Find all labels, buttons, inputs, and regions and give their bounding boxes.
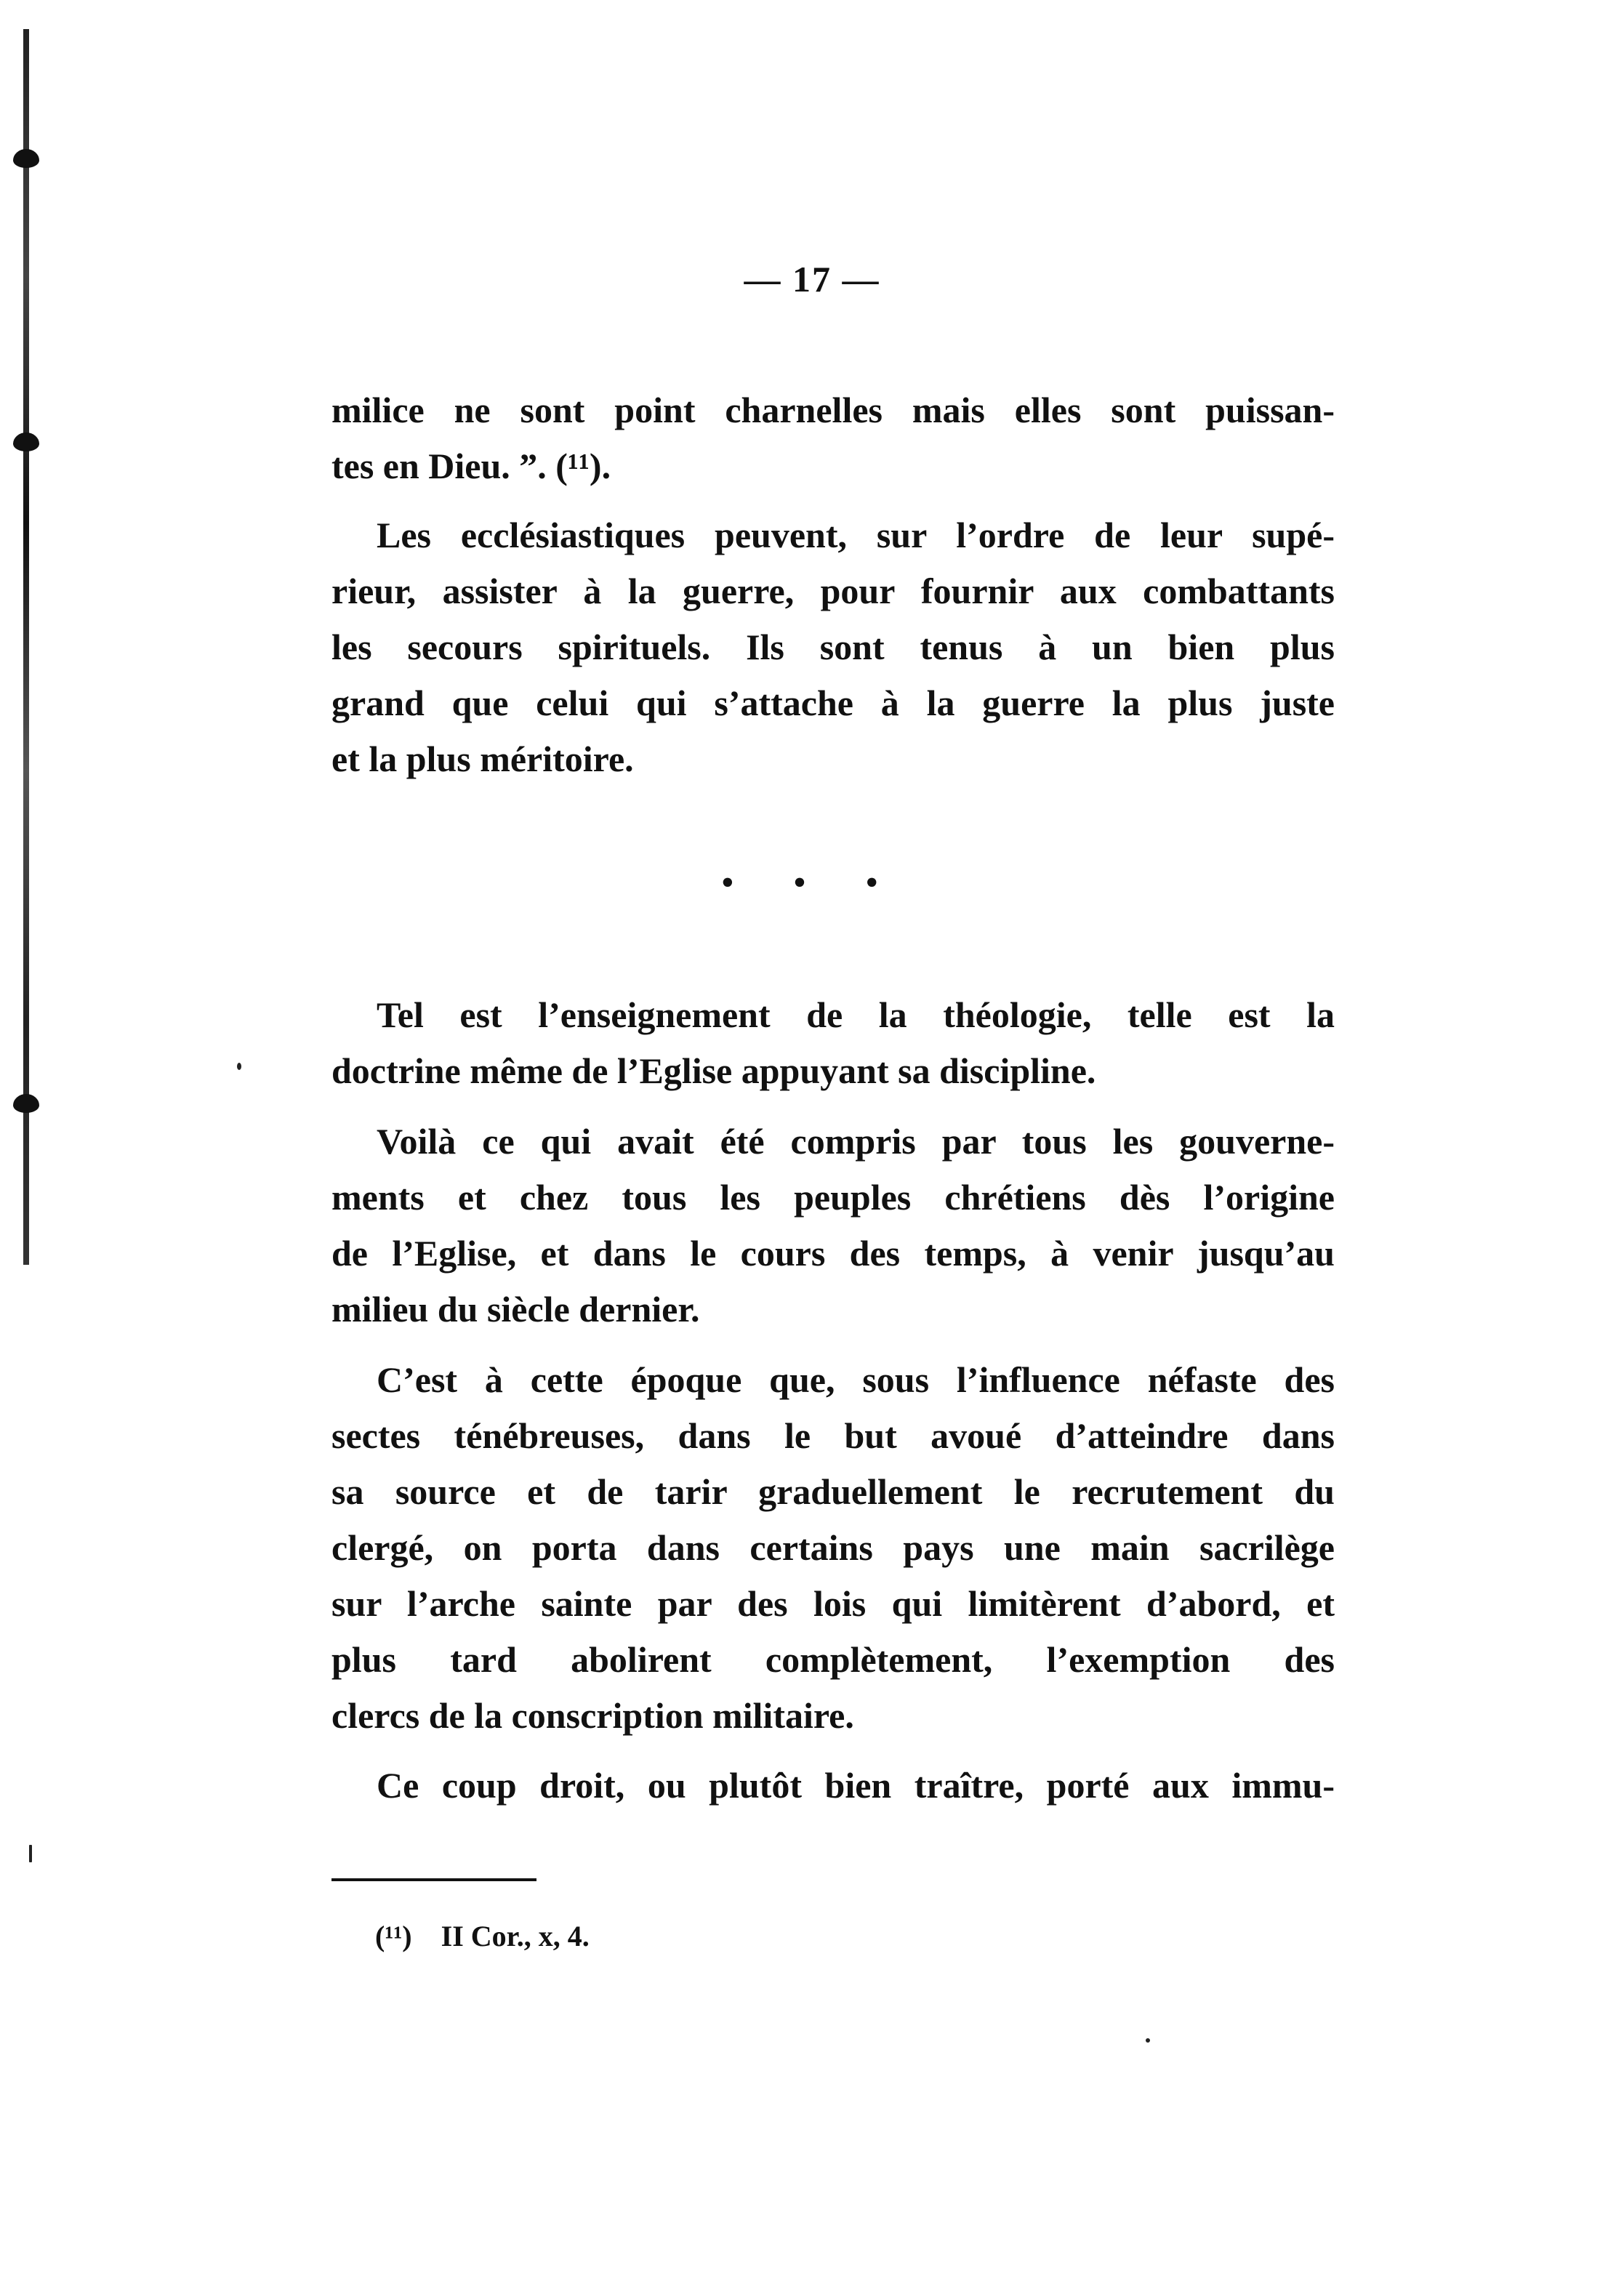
footnote bbox=[375, 1919, 590, 1953]
text-line: rieur, assister à la guerre, pour fournir aux combattants bbox=[331, 571, 1335, 611]
text-line: et la plus méritoire. bbox=[331, 739, 634, 779]
binding-mark bbox=[13, 433, 39, 451]
text-line: Ce coup droit, ou plutôt bien traître, porté aux immu- bbox=[377, 1765, 1335, 1806]
binding-mark bbox=[13, 1094, 39, 1113]
paragraph-6 bbox=[331, 1758, 1335, 1814]
text-line: sectes ténébreuses, dans le but avoué d’atteindre dans bbox=[331, 1415, 1335, 1456]
text-line: les secours spirituels. Ils sont tenus à un bien plus bbox=[331, 627, 1335, 667]
paragraph-5 bbox=[331, 1352, 1335, 1744]
scan-speck bbox=[29, 1845, 32, 1862]
text-line: milice ne sont point charnelles mais elles sont puissan- bbox=[331, 390, 1335, 430]
footnote-marker: (¹¹) bbox=[375, 1920, 412, 1952]
text-line: Voilà ce qui avait été compris par tous les gouverne- bbox=[377, 1121, 1335, 1162]
text-line: de l’Eglise, et dans le cours des temps, à venir jusqu’au bbox=[331, 1233, 1335, 1274]
scan-speck bbox=[1146, 2038, 1150, 2043]
binding-mark bbox=[13, 149, 39, 168]
text-line: clergé, on porta dans certains pays une main sacrilège bbox=[331, 1527, 1335, 1568]
text-line: clercs de la conscription militaire. bbox=[331, 1695, 854, 1736]
paragraph-3 bbox=[331, 987, 1335, 1099]
footnote-text: II Cor., x, 4. bbox=[441, 1920, 590, 1952]
text-line: Tel est l’enseignement de la théologie, telle est la bbox=[377, 994, 1335, 1035]
binding-edge bbox=[23, 29, 29, 1265]
text-line: tes en Dieu. ”. (¹¹). bbox=[331, 446, 611, 486]
paragraph-1 bbox=[331, 382, 1335, 494]
text-line: grand que celui qui s’attache à la guerre la plus juste bbox=[331, 683, 1335, 723]
scan-speck bbox=[237, 1063, 241, 1070]
text-line: C’est à cette époque que, sous l’influence néfaste des bbox=[377, 1359, 1335, 1400]
text-line: plus tard abolirent complètement, l’exemption des bbox=[331, 1639, 1335, 1680]
text-line: Les ecclésiastiques peuvent, sur l’ordre de leur supé- bbox=[377, 515, 1335, 555]
text-line: ments et chez tous les peuples chrétiens dès l’origine bbox=[331, 1177, 1335, 1218]
text-line: sur l’arche sainte par des lois qui limitèrent d’abord, et bbox=[331, 1583, 1335, 1624]
text-line: sa source et de tarir graduellement le recrutement du bbox=[331, 1471, 1335, 1512]
footnote-rule bbox=[331, 1878, 536, 1881]
paragraph-2 bbox=[331, 507, 1335, 787]
text-line: milieu du siècle dernier. bbox=[331, 1289, 700, 1329]
section-separator: • • • bbox=[720, 862, 904, 904]
text-line: doctrine même de l’Eglise appuyant sa discipline. bbox=[331, 1050, 1096, 1091]
paragraph-4 bbox=[331, 1114, 1335, 1337]
page-number: — 17 — bbox=[744, 259, 880, 299]
